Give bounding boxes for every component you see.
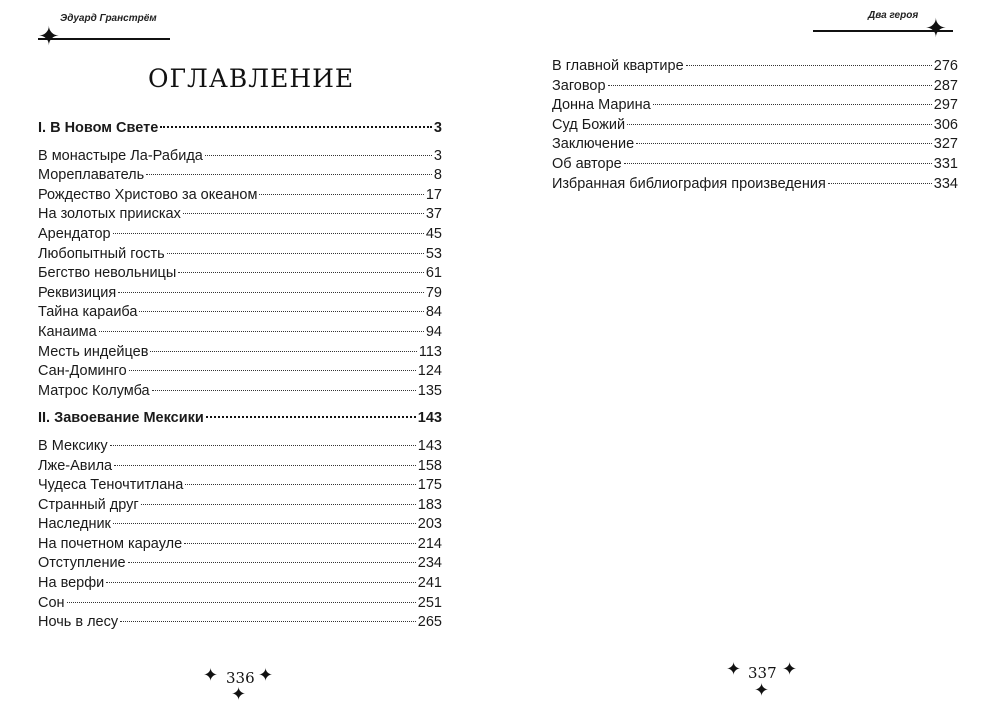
- leader-dots: [114, 465, 416, 466]
- toc-entry-page: 306: [933, 116, 958, 133]
- toc-entry-title: В главной квартире: [552, 58, 684, 74]
- toc-entry-page: 327: [933, 136, 958, 153]
- toc-entry-title: Отступление: [38, 555, 126, 572]
- leader-dots: [686, 65, 932, 66]
- footer-star-icon: ✦: [754, 680, 770, 701]
- leader-dots: [206, 416, 416, 418]
- leader-dots: [120, 621, 416, 622]
- running-head-author: Эдуард Гранстрём: [60, 13, 157, 24]
- toc-entry-title: Наследник: [38, 516, 111, 533]
- toc-entry-title: Избранная библиография произведения: [552, 175, 826, 192]
- leader-dots: [139, 311, 423, 312]
- toc-section-page: 143: [417, 410, 442, 427]
- page-number: 336: [226, 669, 255, 687]
- leader-dots: [99, 331, 424, 332]
- toc-entry[interactable]: [38, 595, 442, 615]
- footer-star-icon: ✦: [231, 684, 247, 705]
- leader-dots: [129, 370, 416, 371]
- toc-entry[interactable]: [552, 156, 958, 176]
- leader-dots: [67, 602, 416, 603]
- toc-entry-page: 135: [417, 382, 442, 399]
- toc-entry[interactable]: [552, 97, 958, 117]
- leader-dots: [183, 213, 424, 214]
- toc-entry-page: 158: [417, 457, 442, 474]
- leader-dots: [178, 272, 424, 273]
- section-gap: [38, 430, 442, 438]
- star-ornament-icon: ✦: [38, 22, 60, 52]
- toc-section-2[interactable]: [38, 410, 442, 430]
- toc-entry-page: 241: [417, 575, 442, 592]
- toc-entry-page: 8: [433, 167, 442, 184]
- toc-entry-title: Сан-Доминго: [38, 363, 127, 380]
- toc-entry[interactable]: [38, 536, 442, 556]
- leader-dots: [259, 194, 423, 195]
- toc-entry[interactable]: [38, 187, 442, 207]
- toc-entry-page: 234: [417, 555, 442, 572]
- toc-entry-page: 175: [417, 477, 442, 494]
- page-number: 337: [748, 664, 777, 682]
- toc-entry[interactable]: [38, 363, 442, 383]
- toc-entry-page: 287: [933, 77, 958, 94]
- toc-entry[interactable]: [38, 575, 442, 595]
- toc-entry[interactable]: [38, 206, 442, 226]
- toc-entry-page: 53: [425, 245, 442, 262]
- leader-dots: [150, 351, 416, 352]
- toc-entry[interactable]: [552, 78, 958, 98]
- running-head-title: Два героя: [868, 10, 919, 21]
- toc-entry-page: 203: [417, 516, 442, 533]
- toc-entry-title: Странный друг: [38, 496, 139, 513]
- toc-entry-title: Сон: [38, 594, 65, 611]
- toc-entry[interactable]: [38, 614, 442, 634]
- toc-entry-page: 143: [417, 437, 442, 454]
- toc-entry[interactable]: [38, 383, 442, 403]
- toc-entry-title: Рождество Христово за океаном: [38, 186, 258, 203]
- leader-dots: [113, 233, 424, 234]
- toc-entry-page: 124: [417, 363, 442, 380]
- footer-star-icon: ✦: [258, 665, 274, 686]
- toc-entry[interactable]: [38, 246, 442, 266]
- toc-entry-page: 334: [933, 175, 958, 192]
- footer-star-icon: ✦: [726, 659, 742, 680]
- leader-dots: [185, 484, 415, 485]
- leader-dots: [184, 543, 416, 544]
- toc-entry-title: Заговор: [552, 77, 606, 94]
- leader-dots: [653, 104, 932, 105]
- toc-entry[interactable]: [38, 497, 442, 517]
- toc-list-left: [38, 120, 442, 634]
- toc-entry-title: Любопытный гость: [38, 245, 165, 262]
- footer-star-icon: ✦: [203, 665, 219, 686]
- toc-entry-title: На почетном карауле: [38, 535, 183, 552]
- toc-entry-title: Матрос Колумба: [38, 382, 150, 399]
- toc-entry-page: 61: [425, 265, 442, 282]
- section-gap: [38, 140, 442, 148]
- toc-entry[interactable]: [552, 58, 958, 78]
- toc-entry[interactable]: [38, 285, 442, 305]
- toc-entry-title: Донна Марина: [552, 97, 651, 114]
- toc-section-title: II. Завоевание Мексики: [38, 410, 204, 427]
- toc-entry-title: Арендатор: [38, 225, 111, 242]
- toc-entry[interactable]: [552, 176, 958, 196]
- right-page: [500, 0, 1000, 706]
- leader-dots: [627, 124, 932, 125]
- toc-entry-page: 251: [417, 594, 442, 611]
- toc-entry-title: В Мексику: [38, 437, 108, 454]
- toc-entry-title: Канаима: [38, 323, 97, 340]
- toc-entry-title: Бегство невольницы: [38, 265, 177, 282]
- toc-entry[interactable]: [38, 324, 442, 344]
- toc-section-1[interactable]: [38, 120, 442, 140]
- leader-dots: [128, 562, 416, 563]
- toc-entry-title: Об авторе: [552, 155, 622, 172]
- leader-dots: [146, 174, 432, 175]
- toc-entry-title: На верфи: [38, 575, 105, 592]
- toc-entry-page: 3: [433, 147, 442, 164]
- toc-entry-page: 113: [418, 343, 442, 360]
- toc-entry[interactable]: [38, 344, 442, 364]
- toc-entry-title: Чудеса Теночтитлана: [38, 477, 184, 494]
- toc-entry[interactable]: [38, 458, 442, 478]
- leader-dots: [828, 183, 932, 184]
- toc-entry-title: Мореплаватель: [38, 167, 145, 184]
- star-ornament-icon: ✦: [925, 14, 947, 44]
- leader-dots: [106, 582, 416, 583]
- toc-entry-page: 17: [425, 186, 442, 203]
- toc-entry[interactable]: [38, 304, 442, 324]
- toc-entry-page: 214: [417, 535, 442, 552]
- toc-entry[interactable]: [552, 117, 958, 137]
- toc-entry-title: Тайна караиба: [38, 304, 138, 321]
- toc-entry[interactable]: [38, 167, 442, 187]
- toc-entry[interactable]: [38, 438, 442, 458]
- toc-entry-page: 45: [425, 225, 442, 242]
- toc-entry-page: 94: [425, 323, 442, 340]
- leader-dots: [624, 163, 932, 164]
- toc-entry[interactable]: [38, 148, 442, 168]
- toc-entry-title: Ночь в лесу: [38, 614, 119, 631]
- toc-entry-title: Суд Божий: [552, 116, 626, 133]
- leader-dots: [113, 523, 416, 524]
- toc-entry-title: Месть индейцев: [38, 343, 149, 360]
- toc-entry-page: 37: [425, 206, 442, 223]
- toc-entry-title: Лже-Авила: [38, 457, 113, 474]
- toc-entry-title: В монастыре Ла-Рабида: [38, 147, 203, 164]
- toc-section-page: 3: [433, 120, 442, 136]
- toc-entry-page: 331: [933, 155, 958, 172]
- toc-title: ОГЛАВЛЕНИЕ: [148, 64, 355, 93]
- toc-section-title: I. В Новом Свете: [38, 120, 159, 136]
- toc-entry-title: Заключение: [552, 136, 635, 153]
- leader-dots: [110, 445, 416, 446]
- leader-dots: [636, 143, 932, 144]
- toc-entry-title: Реквизиция: [38, 284, 117, 301]
- toc-list-right: [552, 58, 958, 195]
- toc-entry-page: 276: [933, 58, 958, 74]
- leader-dots: [160, 126, 432, 128]
- toc-entry-page: 84: [425, 304, 442, 321]
- leader-dots: [118, 292, 424, 293]
- leader-dots: [167, 253, 424, 254]
- toc-entry[interactable]: [38, 477, 442, 497]
- toc-entry-title: На золотых приисках: [38, 206, 181, 223]
- toc-entry[interactable]: [38, 226, 442, 246]
- toc-entry-page: 297: [933, 97, 958, 114]
- toc-entry[interactable]: [38, 265, 442, 285]
- section-gap: [38, 402, 442, 410]
- leader-dots: [152, 390, 416, 391]
- leader-dots: [608, 85, 932, 86]
- toc-entry-page: 265: [417, 614, 442, 631]
- toc-entry[interactable]: [552, 136, 958, 156]
- leader-dots: [205, 155, 432, 156]
- toc-entry[interactable]: [38, 516, 442, 536]
- toc-entry-page: 183: [417, 496, 442, 513]
- toc-entry-page: 79: [425, 284, 442, 301]
- toc-entry[interactable]: [38, 555, 442, 575]
- footer-star-icon: ✦: [782, 659, 798, 680]
- leader-dots: [141, 504, 416, 505]
